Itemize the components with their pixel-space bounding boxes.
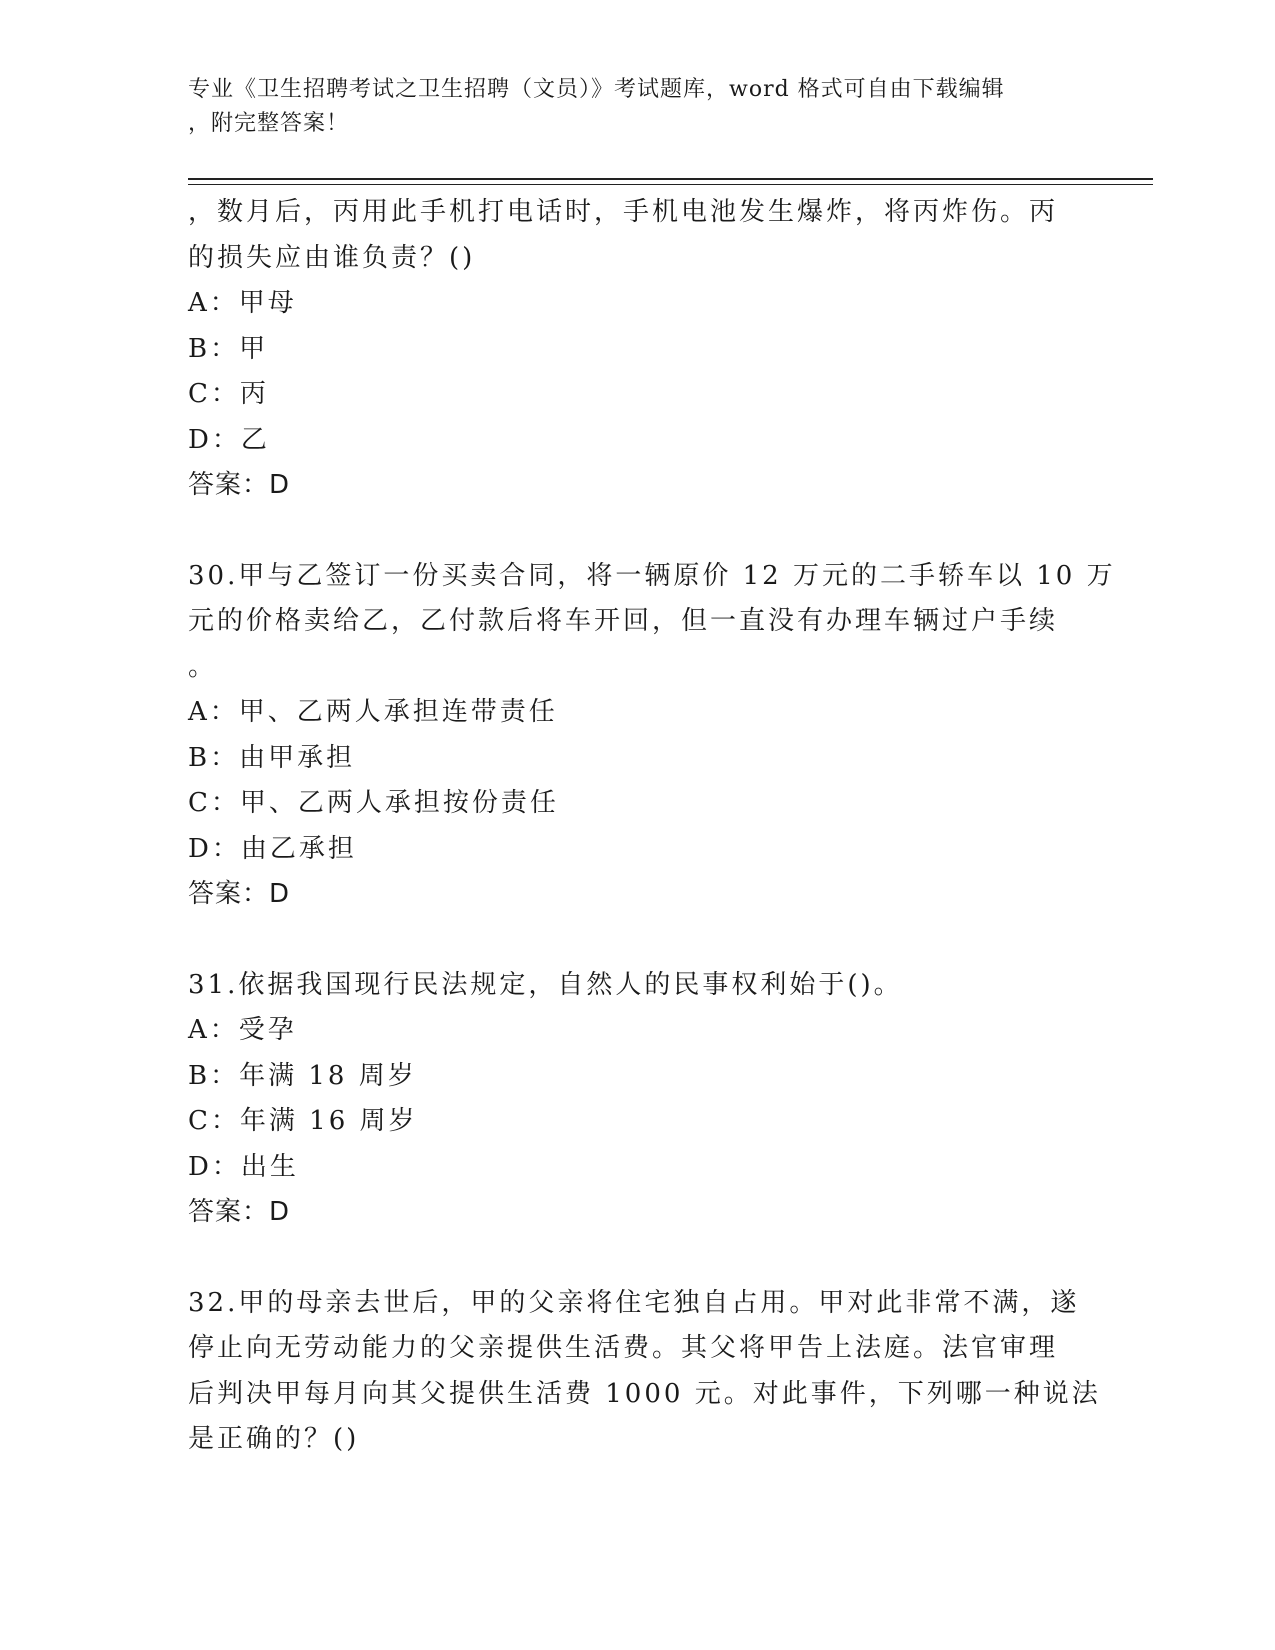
- answer-line: 答案：D: [188, 470, 291, 500]
- question-29: [188, 190, 1068, 509]
- question-30: [188, 554, 1116, 918]
- header-line-1: 专业《卫生招聘考试之卫生招聘（文员）》考试题库，word 格式可自由下载编辑: [188, 77, 1005, 102]
- question-stem-line: 停止向无劳动能力的父亲提供生活费。其父将甲告上法庭。法官审理: [188, 1333, 1059, 1363]
- option-d: D：由乙承担: [188, 833, 357, 864]
- question-stem-line: ，数月后，丙用此手机打电话时，手机电池发生爆炸，将丙炸伤。丙: [188, 197, 1059, 227]
- question-list: [188, 190, 1116, 1463]
- option-a: A：甲、乙两人承担连带责任: [188, 697, 558, 727]
- header-divider-thick: [188, 178, 1153, 180]
- option-c: C：丙: [188, 379, 269, 409]
- option-d: D：出生: [188, 1151, 299, 1182]
- question-stem-line: 。: [188, 651, 218, 682]
- answer-line: 答案：D: [188, 879, 291, 909]
- option-b: B：年满 18 周岁: [188, 1060, 417, 1091]
- header-line-2: ，附完整答案！: [188, 111, 350, 136]
- question-stem-line: 元的价格卖给乙，乙付款后将车开回，但一直没有办理车辆过户手续: [188, 606, 1059, 636]
- header-divider-thin: [188, 184, 1153, 185]
- document-header: [188, 73, 1068, 141]
- option-a: A：受孕: [188, 1015, 297, 1045]
- question-31: [188, 963, 1068, 1236]
- option-a: A：甲母: [188, 288, 297, 318]
- option-b: B：甲: [188, 333, 269, 364]
- question-stem-line: 32.甲的母亲去世后，甲的父亲将住宅独自占用。甲对此非常不满，遂: [188, 1287, 1080, 1318]
- question-32: [188, 1281, 1101, 1463]
- question-spacer: [188, 509, 1068, 554]
- answer-line: 答案：D: [188, 1197, 291, 1227]
- question-stem-line: 后判决甲每月向其父提供生活费 1000 元。对此事件，下列哪一种说法: [188, 1378, 1101, 1409]
- question-spacer: [188, 918, 1068, 963]
- option-c: C：甲、乙两人承担按份责任: [188, 788, 559, 818]
- option-c: C：年满 16 周岁: [188, 1106, 418, 1136]
- question-stem-line: 31.依据我国现行民法规定，自然人的民事权利始于()。: [188, 969, 903, 1000]
- option-b: B：由甲承担: [188, 742, 356, 773]
- question-stem-line: 30.甲与乙签订一份买卖合同，将一辆原价 12 万元的二手轿车以 10 万: [188, 560, 1116, 591]
- question-spacer: [188, 1236, 1068, 1281]
- question-stem-line: 的损失应由谁负责？(): [188, 242, 476, 273]
- option-d: D：乙: [188, 424, 270, 455]
- question-stem-line: 是正确的？(): [188, 1424, 360, 1454]
